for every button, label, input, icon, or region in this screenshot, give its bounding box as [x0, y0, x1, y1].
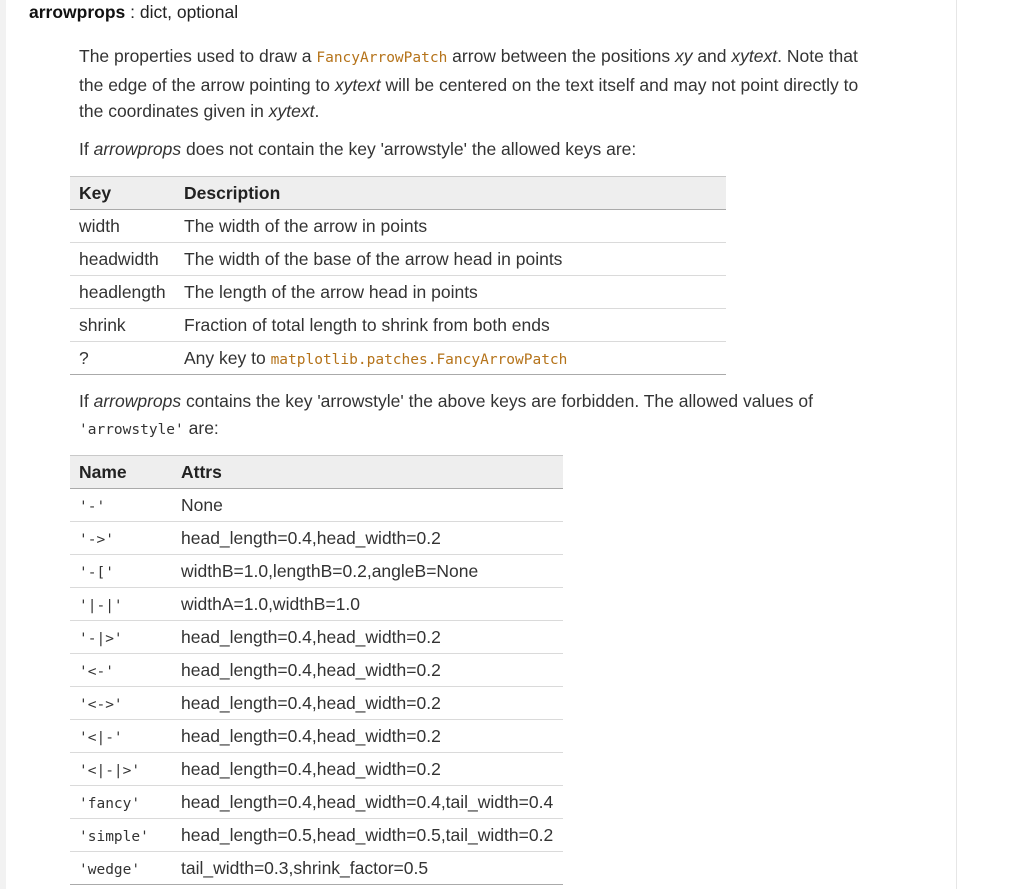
attrs-cell: head_length=0.4,head_width=0.2	[172, 522, 563, 555]
name-cell: '<|-|>'	[70, 753, 172, 786]
parameter-separator: :	[125, 2, 140, 22]
column-header-name: Name	[70, 456, 172, 489]
description-cell: Fraction of total length to shrink from both ends	[175, 309, 726, 342]
key-cell: headwidth	[70, 243, 175, 276]
name-cell: '-'	[70, 489, 172, 522]
table-row	[70, 852, 563, 885]
parameter-heading	[29, 2, 238, 22]
parameter-type: dict, optional	[139, 2, 239, 22]
name-cell: 'simple'	[70, 819, 172, 852]
allowed-keys-intro: If arrowprops does not contain the key 'arrowstyle' the allowed keys are:	[79, 139, 637, 159]
table-row	[70, 210, 726, 243]
name-cell: '<-'	[70, 654, 172, 687]
description-cell: Any key to matplotlib.patches.FancyArrowPatch	[175, 342, 726, 375]
table-row	[70, 489, 563, 522]
arrowstyle-table	[70, 455, 563, 885]
parameter-name: arrowprops	[29, 2, 126, 22]
table-row	[70, 276, 726, 309]
description-paragraph: The properties used to draw a FancyArrowPatch arrow between the positions xy and xytext. Note that the edge of the arrow pointing to xytext will be centered on the text itself and may not point directly to the coordinates given in xytext.	[79, 46, 859, 121]
fancyarrowpatch-link[interactable]: FancyArrowPatch	[316, 50, 448, 66]
key-cell: headlength	[70, 276, 175, 309]
column-header-key: Key	[70, 177, 175, 210]
name-cell: '<->'	[70, 687, 172, 720]
table-row	[70, 720, 563, 753]
name-cell: '-|>'	[70, 621, 172, 654]
attrs-cell: None	[172, 489, 563, 522]
key-cell: shrink	[70, 309, 175, 342]
key-cell: ?	[70, 342, 175, 375]
table-row	[70, 243, 726, 276]
name-cell: 'fancy'	[70, 786, 172, 819]
table-row	[70, 555, 563, 588]
table-header-row	[70, 177, 726, 210]
allowed-keys-table	[70, 176, 726, 375]
table-row	[70, 588, 563, 621]
name-cell: '|-|'	[70, 588, 172, 621]
attrs-cell: head_length=0.4,head_width=0.2	[172, 654, 563, 687]
table-header-row	[70, 456, 563, 489]
arrowstyle-intro: If arrowprops contains the key 'arrowstyle' the above keys are forbidden. The allowed values of 'arrowstyle' are:	[79, 391, 813, 438]
attrs-cell: head_length=0.4,head_width=0.2	[172, 687, 563, 720]
table-row	[70, 309, 726, 342]
attrs-cell: head_length=0.4,head_width=0.2	[172, 753, 563, 786]
attrs-cell: head_length=0.4,head_width=0.2	[172, 621, 563, 654]
left-margin-bar	[0, 0, 6, 889]
column-header-attrs: Attrs	[172, 456, 563, 489]
table-row	[70, 654, 563, 687]
description-cell: The width of the base of the arrow head in points	[175, 243, 726, 276]
table-row	[70, 819, 563, 852]
name-cell: 'wedge'	[70, 852, 172, 885]
column-header-description: Description	[175, 177, 726, 210]
attrs-cell: tail_width=0.3,shrink_factor=0.5	[172, 852, 563, 885]
table-row	[70, 753, 563, 786]
name-cell: '->'	[70, 522, 172, 555]
table-row	[70, 786, 563, 819]
description-cell: The width of the arrow in points	[175, 210, 726, 243]
table-row	[70, 342, 726, 375]
fancyarrowpatch-class-link[interactable]: matplotlib.patches.FancyArrowPatch	[270, 351, 568, 368]
table-row	[70, 621, 563, 654]
attrs-cell: widthA=1.0,widthB=1.0	[172, 588, 563, 621]
name-cell: '-['	[70, 555, 172, 588]
key-cell: width	[70, 210, 175, 243]
table-row	[70, 687, 563, 720]
attrs-cell: head_length=0.4,head_width=0.2	[172, 720, 563, 753]
description-cell: The length of the arrow head in points	[175, 276, 726, 309]
attrs-cell: head_length=0.5,head_width=0.5,tail_width=0.2	[172, 819, 563, 852]
table-row	[70, 522, 563, 555]
content-right-border	[956, 0, 957, 889]
attrs-cell: widthB=1.0,lengthB=0.2,angleB=None	[172, 555, 563, 588]
name-cell: '<|-'	[70, 720, 172, 753]
arrowstyle-literal: 'arrowstyle'	[79, 421, 184, 438]
attrs-cell: head_length=0.4,head_width=0.4,tail_width=0.4	[172, 786, 563, 819]
